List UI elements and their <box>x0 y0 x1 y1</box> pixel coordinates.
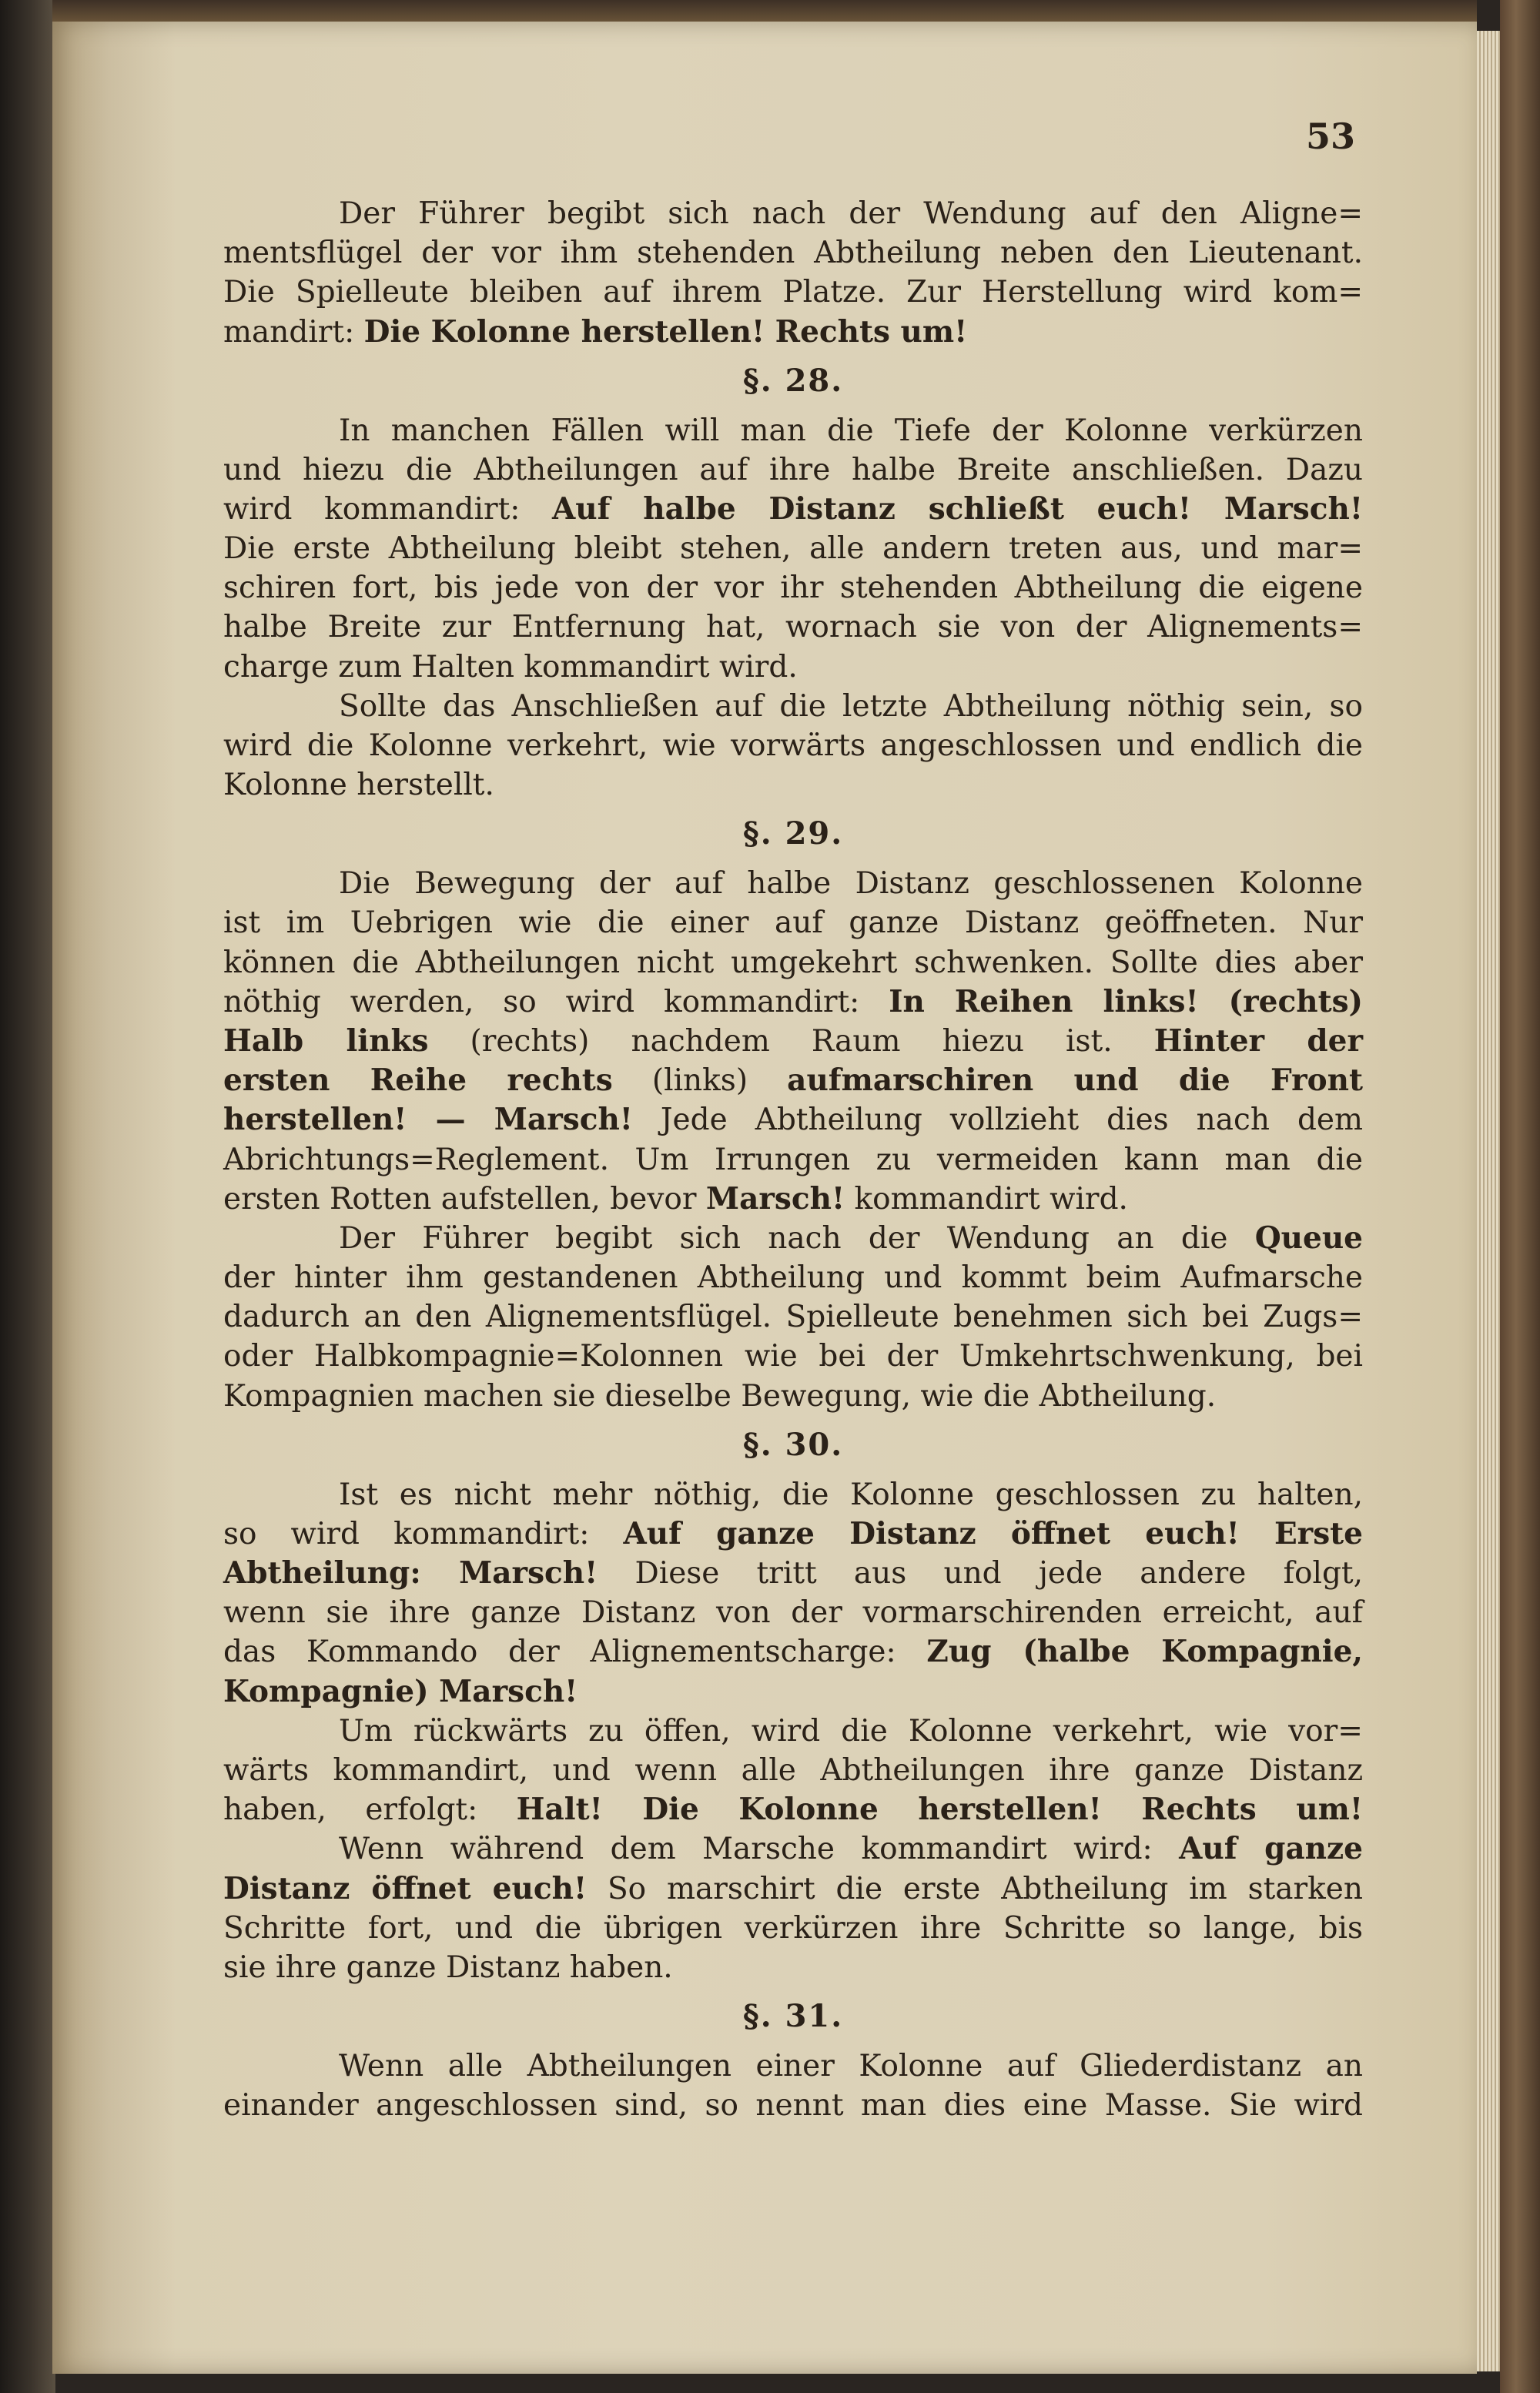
line-text: Um rückwärts zu öffen, wird die Kolonne verkehrt, wie vor= <box>339 1713 1363 1749</box>
line-text: schiren fort, bis jede von der vor ihr stehenden Abtheilung die eigene <box>223 571 1363 606</box>
text-line <box>223 1554 1363 1593</box>
line-text: Schritte fort, und die übrigen verkürzen ihre Schritte so lange, bis <box>223 1910 1363 1946</box>
text-line <box>223 411 1363 450</box>
text-line <box>223 1632 1363 1672</box>
page-fore-edge <box>1477 31 1500 2371</box>
text-line <box>223 687 1363 726</box>
bold-text: Halb links <box>223 1022 429 1059</box>
bold-text: Auf halbe Distanz schließt euch! Marsch! <box>552 490 1363 527</box>
text-line <box>223 1219 1363 1258</box>
text-line <box>223 1061 1363 1100</box>
paragraph-d <box>223 1475 1363 1987</box>
line-text: (links) <box>612 1063 788 1099</box>
text-line <box>223 450 1363 490</box>
text-line <box>223 726 1363 765</box>
text-line <box>223 194 1363 233</box>
text-line <box>223 1337 1363 1376</box>
line-text: einander angeschlossen sind, so nennt man dies eine Masse. Sie wird <box>223 2088 1363 2124</box>
line-text: Sollte das Anschließen auf die letzte Abtheilung nöthig sein, so <box>339 688 1363 724</box>
text-line <box>223 1180 1363 1219</box>
text-line <box>223 568 1363 607</box>
text-line <box>223 1022 1363 1061</box>
text-line <box>223 1712 1363 1751</box>
text-line <box>223 490 1363 529</box>
line-text: mandirt: <box>223 314 364 350</box>
bold-text: Auf ganze <box>1179 1831 1363 1867</box>
line-text: kommandirt wird. <box>845 1181 1128 1217</box>
text-line <box>223 1751 1363 1790</box>
line-text: haben, erfolgt: <box>223 1792 517 1828</box>
text-line <box>223 2086 1363 2125</box>
section-heading-31: §. 31. <box>742 1998 844 2035</box>
line-text: können die Abtheilungen nicht umgekehrt schwenken. Sollte dies aber <box>223 945 1363 980</box>
bold-text: In Reihen links! (rechts) <box>889 983 1363 1019</box>
line-text: und hiezu die Abtheilungen auf ihre halbe Breite anschließen. Dazu <box>223 452 1363 487</box>
text-line <box>223 765 1363 805</box>
age-stain <box>52 22 176 2374</box>
section-heading-30: §. 30. <box>742 1426 844 1463</box>
line-text: Wenn alle Abtheilungen einer Kolonne auf Gliederdistanz an <box>339 2048 1363 2083</box>
line-text: wird kommandirt: <box>223 491 553 527</box>
text-line <box>223 648 1363 687</box>
paragraph-b <box>223 411 1363 805</box>
section-heading-29: §. 29. <box>742 815 844 852</box>
paragraph-e <box>223 2047 1363 2125</box>
text-line <box>223 529 1363 568</box>
bold-text: Zug (halbe Kompagnie, <box>926 1634 1363 1670</box>
text-line <box>223 1672 1363 1712</box>
book-binding <box>0 0 55 2393</box>
text-line <box>223 607 1363 647</box>
line-text: Kompagnien machen sie dieselbe Bewegung, wie die Abtheilung. <box>223 1378 1217 1414</box>
paragraph-c <box>223 864 1363 1416</box>
line-text: Der Führer begibt sich nach der Wendung auf den Aligne= <box>339 196 1363 231</box>
text-line <box>223 2047 1363 2086</box>
page-text <box>223 194 1363 2125</box>
page-number: 53 <box>1305 115 1355 157</box>
line-text: Abrichtungs=Reglement. Um Irrungen zu vermeiden kann man die <box>223 1142 1363 1177</box>
line-text: Die erste Abtheilung bleibt stehen, alle andern treten aus, und mar= <box>223 531 1363 567</box>
line-text: Der Führer begibt sich nach der Wendung an die <box>339 1220 1255 1256</box>
bold-text: Distanz öffnet euch! <box>223 1870 588 1906</box>
bold-text: Kompagnie) Marsch! <box>223 1673 578 1709</box>
bold-text: Marsch! <box>705 1180 845 1217</box>
bold-text: Halt! Die Kolonne herstellen! Rechts um! <box>516 1792 1363 1828</box>
text-line <box>223 1377 1363 1416</box>
text-line <box>223 1258 1363 1297</box>
line-text: sie ihre ganze Distanz haben. <box>223 1950 673 1985</box>
line-text: Die Bewegung der auf halbe Distanz geschlossenen Kolonne <box>339 866 1363 902</box>
line-text: charge zum Halten kommandirt wird. <box>223 649 798 684</box>
line-text: das Kommando der Alignementscharge: <box>223 1635 927 1670</box>
text-line <box>223 1948 1363 1987</box>
line-text: So marschirt die erste Abtheilung im starken <box>587 1871 1363 1906</box>
line-text: halbe Breite zur Entfernung hat, wornach sie von der Alignements= <box>223 610 1363 645</box>
text-line <box>223 943 1363 982</box>
text-line <box>223 1790 1363 1829</box>
bold-text: Hinter der <box>1153 1022 1364 1059</box>
text-line <box>223 864 1363 903</box>
line-text: oder Halbkompagnie=Kolonnen wie bei der Umkehrtschwenkung, bei <box>223 1339 1363 1374</box>
line-text: Ist es nicht mehr nöthig, die Kolonne geschlossen zu halten, <box>339 1477 1363 1512</box>
line-text: wärts kommandirt, und wenn alle Abtheilungen ihre ganze Distanz <box>223 1752 1363 1788</box>
line-text: (rechts) nachdem Raum hiezu ist. <box>428 1023 1154 1059</box>
text-line <box>223 1829 1363 1869</box>
text-line <box>223 982 1363 1022</box>
text-line <box>223 1100 1363 1140</box>
text-line <box>223 313 1363 352</box>
section-heading-28: §. 28. <box>742 362 844 399</box>
line-text: Wenn während dem Marsche kommandirt wird: <box>339 1832 1180 1867</box>
line-text: dadurch an den Alignementsflügel. Spielleute benehmen sich bei Zugs= <box>223 1300 1363 1335</box>
bold-text: Die Kolonne herstellen! Rechts um! <box>363 313 968 350</box>
bold-text: Auf ganze Distanz öffnet euch! Erste <box>623 1515 1363 1551</box>
line-text: wird die Kolonne verkehrt, wie vorwärts angeschlossen und endlich die <box>223 728 1363 764</box>
line-text: wenn sie ihre ganze Distanz von der vormarschirenden erreicht, auf <box>223 1595 1363 1631</box>
text-line <box>223 1514 1363 1554</box>
line-text: In manchen Fällen will man die Tiefe der Kolonne verkürzen <box>339 413 1363 448</box>
text-line <box>223 1909 1363 1948</box>
line-text: Diese tritt aus und jede andere folgt, <box>598 1556 1363 1591</box>
text-line <box>223 233 1363 273</box>
line-text: der hinter ihm gestandenen Abtheilung und kommt beim Aufmarsche <box>223 1260 1363 1296</box>
line-text: nöthig werden, so wird kommandirt: <box>223 984 889 1019</box>
text-line <box>223 273 1363 312</box>
text-line <box>223 1869 1363 1909</box>
bold-text: ersten Reihe rechts <box>223 1063 613 1099</box>
text-line <box>223 1593 1363 1632</box>
line-text: Jede Abtheilung vollzieht dies nach dem <box>632 1103 1363 1138</box>
line-text: ist im Uebrigen wie die einer auf ganze Distanz geöffneten. Nur <box>223 905 1363 941</box>
line-text: mentsflügel der vor ihm stehenden Abtheilung neben den Lieutenant. <box>223 236 1363 271</box>
line-text: ersten Rotten aufstellen, bevor <box>223 1181 706 1217</box>
bold-text: Queue <box>1254 1220 1363 1256</box>
bold-text: Abtheilung: Marsch! <box>223 1555 598 1591</box>
line-text: Kolonne herstellt. <box>223 768 494 803</box>
page-top-edge <box>52 0 1477 23</box>
text-line <box>223 903 1363 942</box>
text-line <box>223 1475 1363 1514</box>
paragraph-a <box>223 194 1363 352</box>
text-line <box>223 1140 1363 1180</box>
line-text: Die Spielleute bleiben auf ihrem Platze. Zur Herstellung wird kom= <box>223 275 1363 310</box>
text-line <box>223 1297 1363 1337</box>
line-text: so wird kommandirt: <box>223 1516 624 1551</box>
bold-text: herstellen! — Marsch! <box>223 1102 633 1138</box>
bold-text: aufmarschiren und die Front <box>787 1063 1363 1099</box>
cover-edge <box>1500 0 1540 2393</box>
